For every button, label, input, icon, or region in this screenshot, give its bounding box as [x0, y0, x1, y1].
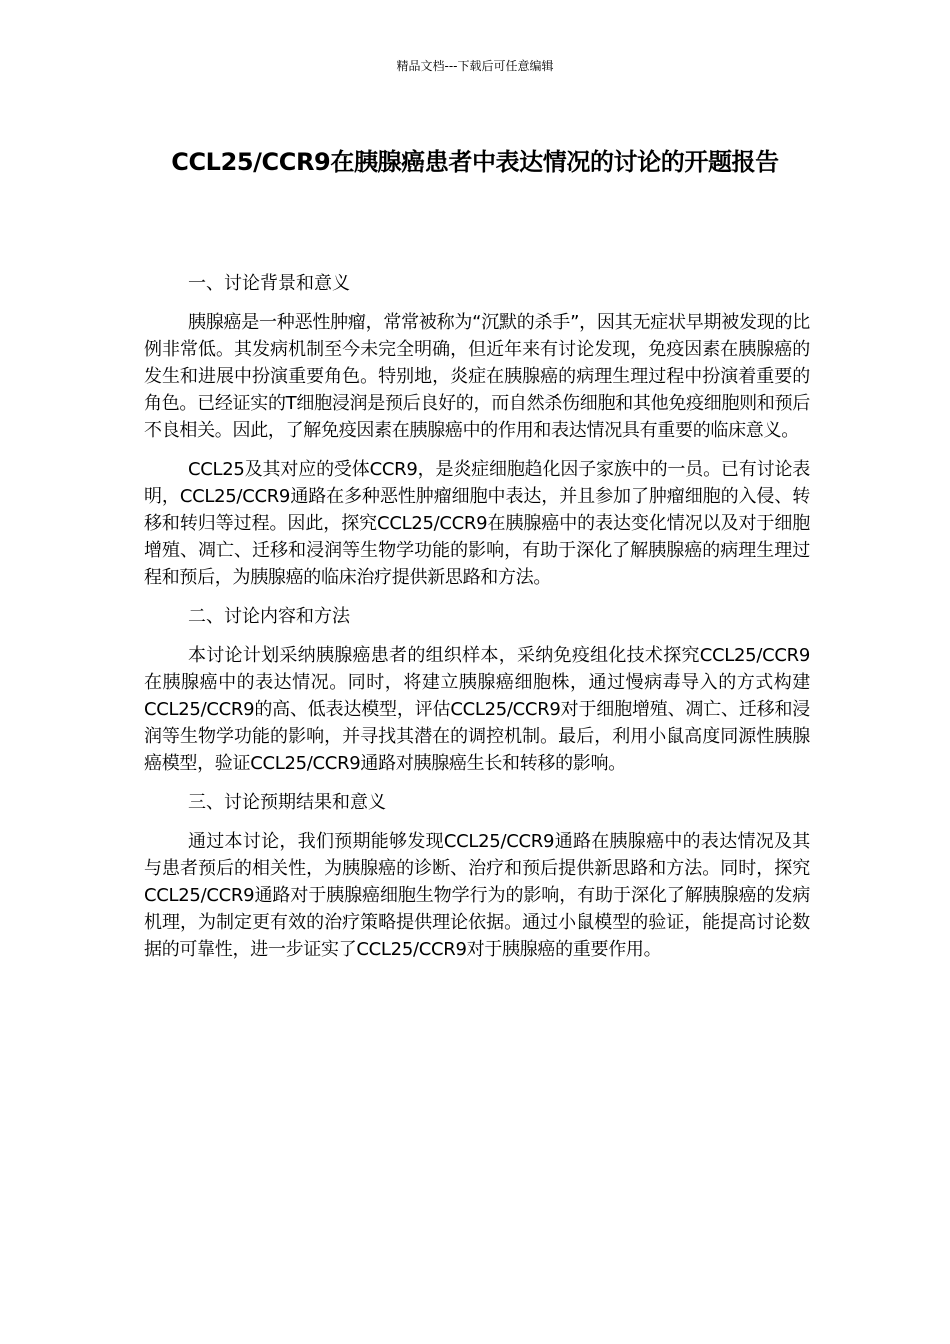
paragraph: 通过本讨论，我们预期能够发现CCL25/CCR9通路在胰腺癌中的表达情况及其与患者预后的相关性，为胰腺癌的诊断、治疗和预后提供新思路和方法。同时，探究CCL25/CCR9通路对于胰腺癌细胞生物学行为的影响，有助于深化了解胰腺癌的发病机理，为制定更有效的治疗策略提供理论依据。通过小鼠模型的验证，能提高讨论数据的可靠性，进一步证实了CCL25/CCR9对于胰腺癌的重要作用。	[144, 831, 810, 960]
paragraph: 本讨论计划采纳胰腺癌患者的组织样本，采纳免疫组化技术探究CCL25/CCR9在胰腺癌中的表达情况。同时，将建立胰腺癌细胞株，通过慢病毒导入的方式构建CCL25/CCR9的高、低表达模型，评估CCL25/CCR9对于细胞增殖、凋亡、迁移和浸润等生物学功能的影响，并寻找其潜在的调控机制。最后，利用小鼠高度同源性胰腺癌模型，验证CCL25/CCR9通路对胰腺癌生长和转移的影响。	[144, 645, 810, 774]
document-title: CCL25/CCR9在胰腺癌患者中表达情况的讨论的开题报告	[171, 148, 779, 176]
paragraph: 胰腺癌是一种恶性肿瘤，常常被称为“沉默的杀手”，因其无症状早期被发现的比例非常低。其发病机制至今未完全明确，但近年来有讨论发现，免疫因素在胰腺癌的发生和进展中扮演重要角色。特别地，炎症在胰腺癌的病理生理过程中扮演着重要的角色。已经证实的T细胞浸润是预后良好的，而自然杀伤细胞和其他免疫细胞则和预后不良相关。因此，了解免疫因素在胰腺癌中的作用和表达情况具有重要的临床意义。	[144, 312, 810, 441]
section-heading-methods: 二、讨论内容和方法	[188, 606, 350, 627]
page-header: 精品文档---下载后可任意编辑	[396, 59, 554, 73]
section-heading-expected-results: 三、讨论预期结果和意义	[188, 792, 386, 813]
document-body	[144, 270, 810, 975]
paragraph: CCL25及其对应的受体CCR9，是炎症细胞趋化因子家族中的一员。已有讨论表明，CCL25/CCR9通路在多种恶性肿瘤细胞中表达，并且参加了肿瘤细胞的入侵、转移和转归等过程。因此，探究CCL25/CCR9在胰腺癌中的表达变化情况以及对于细胞增殖、凋亡、迁移和浸润等生物学功能的影响，有助于深化了解胰腺癌的病理生理过程和预后，为胰腺癌的临床治疗提供新思路和方法。	[144, 459, 810, 588]
section-heading-background: 一、讨论背景和意义	[188, 273, 350, 294]
